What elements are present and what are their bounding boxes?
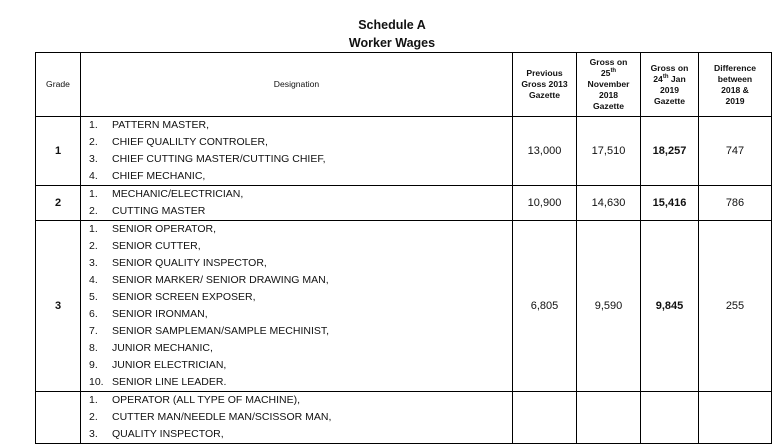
- list-item: [81, 221, 512, 238]
- wages-table: [35, 52, 772, 444]
- list-item-number: 4.: [89, 170, 98, 182]
- previous-gross-cell: 10,900: [513, 186, 577, 221]
- list-item: [81, 426, 512, 443]
- list-item-text: SENIOR SCREEN EXPOSER,: [112, 291, 256, 303]
- difference-cell: 255: [699, 221, 772, 392]
- list-item-number: 2.: [89, 240, 98, 252]
- list-item-text: CHIEF CUTTING MASTER/CUTTING CHIEF,: [112, 153, 326, 165]
- header-gross-2018: Gross on 25th November 2018 Gazette: [577, 53, 641, 117]
- list-item-text: SENIOR MARKER/ SENIOR DRAWING MAN,: [112, 274, 329, 286]
- list-item: [81, 323, 512, 340]
- list-item-text: CUTTING MASTER: [112, 205, 206, 217]
- list-item-text: QUALITY INSPECTOR,: [112, 428, 224, 440]
- list-item: [81, 117, 512, 134]
- designation-cell: [81, 117, 513, 186]
- list-item-text: PATTERN MASTER,: [112, 119, 210, 131]
- list-item-number: 1.: [89, 188, 98, 200]
- previous-gross-cell: 13,000: [513, 117, 577, 186]
- header-grade: Grade: [36, 53, 81, 117]
- header-row: [36, 53, 772, 117]
- table-row: [36, 221, 772, 392]
- schedule-title: Schedule A: [358, 18, 426, 32]
- gross-2018-cell: 17,510: [577, 117, 641, 186]
- list-item-number: 3.: [89, 153, 98, 165]
- list-item-number: 3.: [89, 257, 98, 269]
- list-item-number: 4.: [89, 274, 98, 286]
- list-item-text: SENIOR SAMPLEMAN/SAMPLE MECHINIST,: [112, 325, 330, 337]
- table-row: [36, 392, 772, 444]
- grade-cell: 3: [36, 221, 81, 392]
- table-row: [36, 186, 772, 221]
- gross-2019-cell: 15,416: [641, 186, 699, 221]
- list-item-text: CHIEF MECHANIC,: [112, 170, 206, 182]
- list-item-text: MECHANIC/ELECTRICIAN,: [112, 188, 244, 200]
- gross-2019-cell: 9,845: [641, 221, 699, 392]
- list-item: [81, 168, 512, 185]
- list-item: [81, 134, 512, 151]
- difference-cell: 747: [699, 117, 772, 186]
- list-item-text: OPERATOR (ALL TYPE OF MACHINE),: [112, 394, 301, 406]
- list-item-text: CUTTER MAN/NEEDLE MAN/SCISSOR MAN,: [112, 411, 332, 423]
- list-item: [81, 255, 512, 272]
- header-gross-2019: Gross on 24th Jan 2019 Gazette: [641, 53, 699, 117]
- list-item-number: 2.: [89, 411, 98, 423]
- gross-2019-cell: 18,257: [641, 117, 699, 186]
- list-item-number: 10.: [89, 376, 104, 388]
- previous-gross-cell: 6,805: [513, 221, 577, 392]
- list-item-text: SENIOR CUTTER,: [112, 240, 201, 252]
- list-item-number: 2.: [89, 205, 98, 217]
- table-row: [36, 117, 772, 186]
- difference-cell: [699, 392, 772, 444]
- list-item-number: 6.: [89, 308, 98, 320]
- gross-2018-cell: 14,630: [577, 186, 641, 221]
- header-designation: Designation: [81, 53, 513, 117]
- list-item: [81, 238, 512, 255]
- designation-list: [81, 117, 512, 185]
- list-item: [81, 289, 512, 306]
- schedule-subtitle: Worker Wages: [348, 36, 436, 50]
- header-difference: Difference between 2018 & 2019: [699, 53, 772, 117]
- designation-cell: [81, 221, 513, 392]
- grade-cell: 1: [36, 117, 81, 186]
- list-item: [81, 357, 512, 374]
- list-item-text: CHIEF QUALILTY CONTROLER,: [112, 136, 268, 148]
- list-item-number: 3.: [89, 428, 98, 440]
- list-item-text: JUNIOR MECHANIC,: [112, 342, 213, 354]
- list-item: [81, 374, 512, 391]
- list-item-number: 5.: [89, 291, 98, 303]
- grade-cell: [36, 392, 81, 444]
- list-item: [81, 392, 512, 409]
- list-item: [81, 306, 512, 323]
- difference-cell: 786: [699, 186, 772, 221]
- list-item-number: 1.: [89, 223, 98, 235]
- list-item: [81, 151, 512, 168]
- list-item: [81, 272, 512, 289]
- gross-2019-cell: [641, 392, 699, 444]
- list-item-number: 7.: [89, 325, 98, 337]
- list-item-text: SENIOR OPERATOR,: [112, 223, 217, 235]
- grade-cell: 2: [36, 186, 81, 221]
- list-item-number: 2.: [89, 136, 98, 148]
- list-item-text: SENIOR QUALITY INSPECTOR,: [112, 257, 267, 269]
- gross-2018-cell: 9,590: [577, 221, 641, 392]
- list-item-text: JUNIOR ELECTRICIAN,: [112, 359, 227, 371]
- designation-list: [81, 221, 512, 391]
- previous-gross-cell: [513, 392, 577, 444]
- list-item: [81, 340, 512, 357]
- designation-cell: [81, 392, 513, 444]
- list-item: [81, 203, 512, 220]
- list-item: [81, 186, 512, 203]
- designation-cell: [81, 186, 513, 221]
- list-item-number: 1.: [89, 394, 98, 406]
- list-item-number: 9.: [89, 359, 98, 371]
- designation-list: [81, 186, 512, 220]
- list-item-text: SENIOR LINE LEADER.: [112, 376, 227, 388]
- list-item-text: SENIOR IRONMAN,: [112, 308, 208, 320]
- list-item-number: 8.: [89, 342, 98, 354]
- gross-2018-cell: [577, 392, 641, 444]
- list-item: [81, 409, 512, 426]
- designation-list: [81, 392, 512, 443]
- list-item-number: 1.: [89, 119, 98, 131]
- header-previous-gross: Previous Gross 2013 Gazette: [513, 53, 577, 117]
